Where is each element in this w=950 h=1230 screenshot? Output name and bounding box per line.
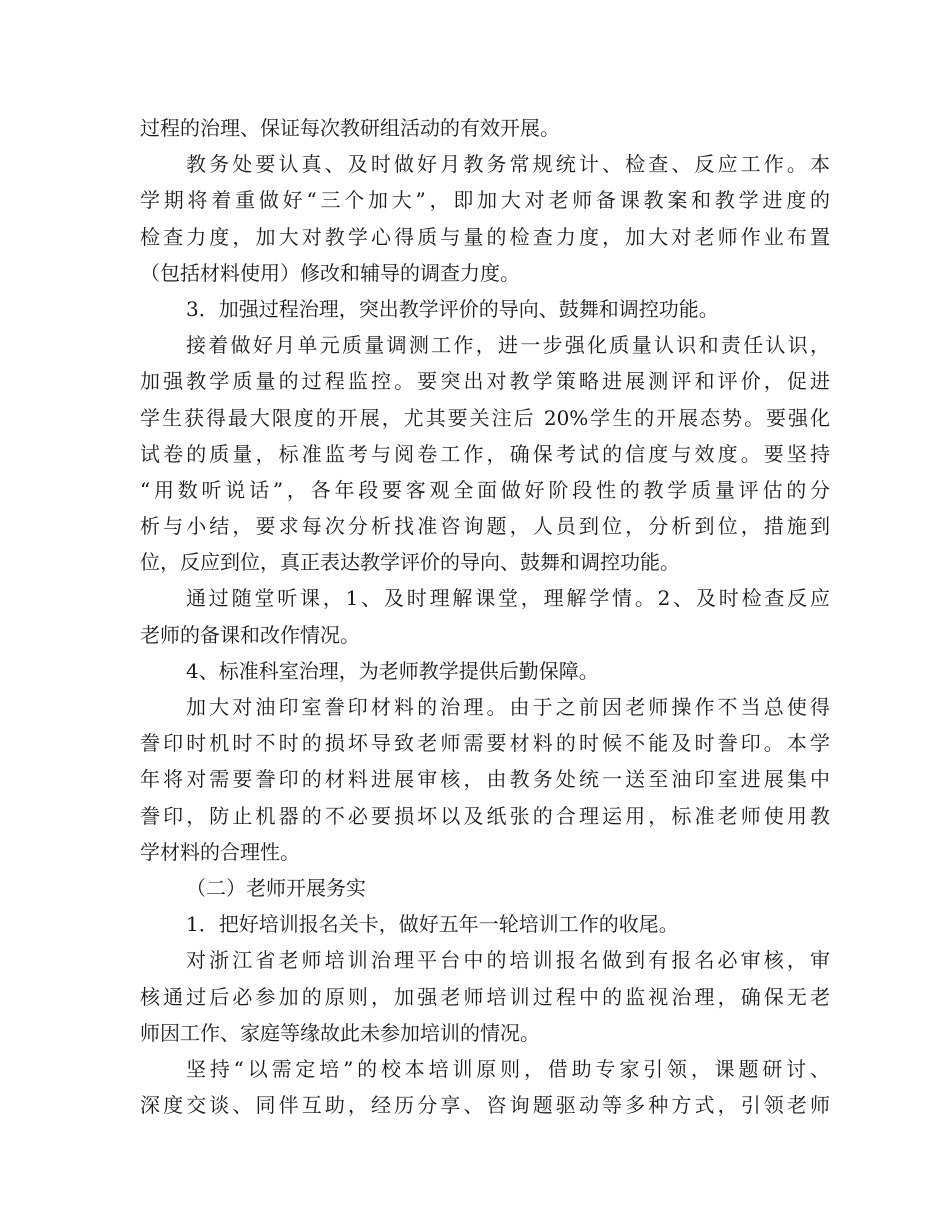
text-line-12: 析与小结，要求每次分析找准咨询题，人员到位，分析到位，措施到 [140,514,830,539]
text-line-20: 誊印，防止机器的不必要损坏以及纸张的合理运用，标准老师使用教 [140,803,830,828]
text-line-7: 接着做好月单元质量调测工作，进一步强化质量认识和责任认识， [186,333,830,358]
text-line-11: “用数听说话”，各年段要客观全面做好阶段性的教学质量评估的分 [140,477,830,502]
text-line-3: 学期将着重做好“三个加大”，即加大对老师备课教案和教学进度的 [140,188,830,213]
text-line-19: 年将对需要誊印的材料进展审核，由教务处统一送至油印室进展集中 [140,767,830,792]
text-line-28: 深度交谈、同伴互助，经历分享、咨询题驱动等多种方式，引领老师 [140,1093,830,1118]
text-line-13: 位，反应到位，真正表达教学评价的导向、鼓舞和调控功能。 [140,550,680,575]
text-line-5: （包括材料使用）修改和辅导的调查力度。 [140,260,520,285]
text-line-25: 核通过后必参加的原则，加强老师培训过程中的监视治理，确保无老 [140,984,830,1009]
text-line-14: 通过随堂听课，1、及时理解课堂，理解学情。2、及时检查反应 [186,586,830,611]
text-line-24: 对浙江省老师培训治理平台中的培训报名做到有报名必审核，审 [186,948,830,973]
text-line-15: 老师的备课和改作情况。 [140,622,360,647]
text-line-4: 检查力度，加大对教学心得质与量的检查力度，加大对老师作业布置 [140,224,830,249]
section-heading-part-2: （二）老师开展务实 [186,875,366,900]
text-line-21: 学材料的合理性。 [140,839,300,864]
text-line-18: 誊印时机时不时的损坏导致老师需要材料的时候不能及时誊印。本学 [140,731,830,756]
text-line-17: 加大对油印室誊印材料的治理。由于之前因老师操作不当总使得 [186,695,830,719]
section-heading-4: 4、标准科室治理，为老师教学提供后勤保障。 [186,658,599,683]
text-line-27: 坚持“以需定培”的校本培训原则，借助专家引领，课题研讨、 [186,1056,830,1081]
text-line-26: 师因工作、家庭等缘故此未参加培训的情况。 [140,1020,540,1045]
section-heading-3: 3．加强过程治理，突出教学评价的导向、鼓舞和调控功能。 [186,296,719,321]
text-line-1: 过程的治理、保证每次教研组活动的有效开展。 [140,116,560,140]
text-line-9: 学生获得最大限度的开展，尤其要关注后 20%学生的开展态势。要强化 [140,405,830,430]
section-heading-1: 1．把好培训报名关卡，做好五年一轮培训工作的收尾。 [186,912,679,937]
text-line-10: 试卷的质量，标准监考与阅卷工作，确保考试的信度与效度。要坚持 [140,441,830,466]
text-line-2: 教务处要认真、及时做好月教务常规统计、检查、反应工作。本 [186,152,830,177]
text-line-8: 加强教学质量的过程监控。要突出对教学策略进展测评和评价，促进 [140,369,830,394]
document-page [140,110,830,1123]
